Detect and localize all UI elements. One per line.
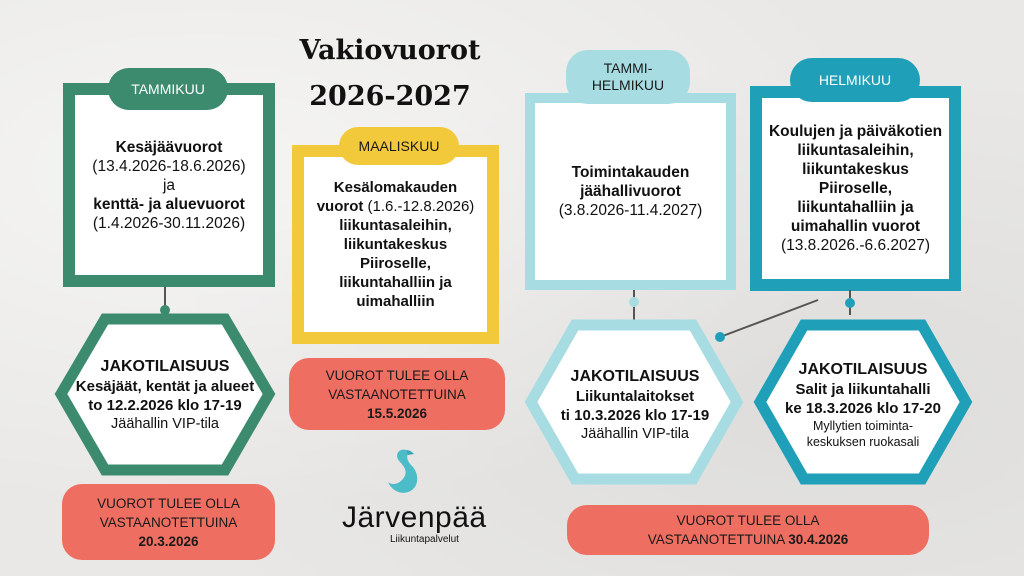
box-line: liikuntahalliin ja bbox=[339, 274, 452, 291]
box-dates: (1.6.-12.8.2026) bbox=[363, 198, 475, 215]
box-line: uimahalliin bbox=[356, 293, 435, 310]
event-subject: Salit ja liikuntahalli bbox=[795, 381, 931, 398]
tab-line-2: HELMIKUU bbox=[591, 77, 665, 93]
deadline-date: 20.3.2026 bbox=[138, 533, 199, 549]
event-info-2 bbox=[540, 350, 730, 460]
event-info-3 bbox=[768, 340, 958, 470]
tab-tammi-helmikuu bbox=[566, 50, 690, 104]
title-line-2: 2026-2027 bbox=[309, 81, 471, 112]
box-heading: Toimintakauden bbox=[571, 164, 690, 181]
deadline-date: 15.5.2026 bbox=[366, 405, 428, 421]
event-place-2: keskuksen ruokasali bbox=[806, 435, 920, 449]
event-place: Myllytien toiminta- bbox=[812, 419, 914, 433]
box-heading-2: jäähallivuorot bbox=[580, 183, 681, 200]
tab-maaliskuu: MAALISKUU bbox=[339, 127, 459, 165]
box-line: Kesälomakauden bbox=[333, 179, 458, 196]
swan-icon bbox=[384, 446, 424, 498]
deadline-line-1: VUOROT TULEE OLLA bbox=[97, 495, 240, 511]
box-and: ja bbox=[162, 176, 176, 194]
box-dates: (3.8.2026-11.4.2027) bbox=[558, 202, 703, 219]
event-title: JAKOTILAISUUS bbox=[100, 357, 230, 375]
box-line: uimahallin vuorot bbox=[790, 218, 921, 235]
deadline-line-1: VUOROT TULEE OLLA bbox=[676, 513, 820, 528]
box-line: liikuntasaleihin, bbox=[797, 142, 914, 159]
deadline-badge-2 bbox=[289, 358, 505, 430]
box-dates: (13.4.2026-18.6.2026) bbox=[92, 157, 246, 175]
box-line: Koulujen ja päiväkotien bbox=[768, 123, 943, 140]
event-place: Jäähallin VIP-tila bbox=[111, 415, 219, 432]
box-line: liikuntasaleihin, bbox=[339, 217, 452, 234]
logo-wordmark: Järvenpää bbox=[342, 501, 487, 534]
box-line: liikuntahalliin ja bbox=[797, 199, 914, 216]
box-line: Piiroselle, bbox=[818, 180, 893, 197]
event-subject: Liikuntalaitokset bbox=[575, 387, 695, 405]
box-line: liikuntakeskus bbox=[343, 236, 448, 253]
event-time: ti 10.3.2026 klo 17-19 bbox=[560, 406, 710, 424]
tab-helmikuu: HELMIKUU bbox=[790, 58, 920, 102]
event-time: ke 18.3.2026 klo 17-20 bbox=[785, 400, 941, 417]
summer-holiday-box bbox=[292, 145, 499, 344]
box-heading-2: kenttä- ja aluevuorot bbox=[93, 195, 245, 213]
event-info-1 bbox=[70, 330, 260, 460]
event-subject: Kesäjäät, kentät ja alueet bbox=[75, 377, 255, 395]
page-title bbox=[290, 28, 490, 120]
box-dates: (13.8.2026.-6.6.2027) bbox=[780, 237, 931, 254]
deadline-line-2: VASTAANOTETTUINA bbox=[647, 532, 789, 547]
deadline-date: 30.4.2026 bbox=[788, 532, 849, 547]
box-dates-2: (1.4.2026-30.11.2026) bbox=[92, 214, 246, 232]
tab-tammikuu: TAMMIKUU bbox=[108, 68, 228, 110]
box-line: Piiroselle, bbox=[360, 255, 431, 272]
summer-ice-box bbox=[63, 83, 275, 287]
box-line: liikuntakeskus bbox=[802, 161, 909, 178]
box-heading: Kesäjäävuorot bbox=[115, 138, 223, 156]
deadline-line-2: VASTAANOTETTUINA bbox=[99, 514, 238, 530]
event-place: Jäähallin VIP-tila bbox=[581, 425, 689, 442]
connector-dot bbox=[629, 297, 639, 307]
school-halls-box bbox=[750, 86, 961, 291]
deadline-line-2: VASTAANOTETTUINA bbox=[328, 386, 466, 402]
title-line-1: Vakiovuorot bbox=[299, 35, 481, 66]
event-title: JAKOTILAISUUS bbox=[798, 361, 928, 378]
event-time: to 12.2.2026 klo 17-19 bbox=[88, 396, 242, 414]
tab-line-1: TAMMI- bbox=[603, 60, 653, 76]
event-title: JAKOTILAISUUS bbox=[570, 367, 700, 385]
logo-subtitle: Liikuntapalvelut bbox=[390, 534, 459, 545]
box-line: vuorot bbox=[316, 198, 364, 215]
deadline-badge-3 bbox=[567, 505, 929, 555]
deadline-line-1: VUOROT TULEE OLLA bbox=[325, 367, 469, 383]
ice-season-box bbox=[525, 93, 736, 290]
deadline-badge-1 bbox=[62, 484, 275, 560]
